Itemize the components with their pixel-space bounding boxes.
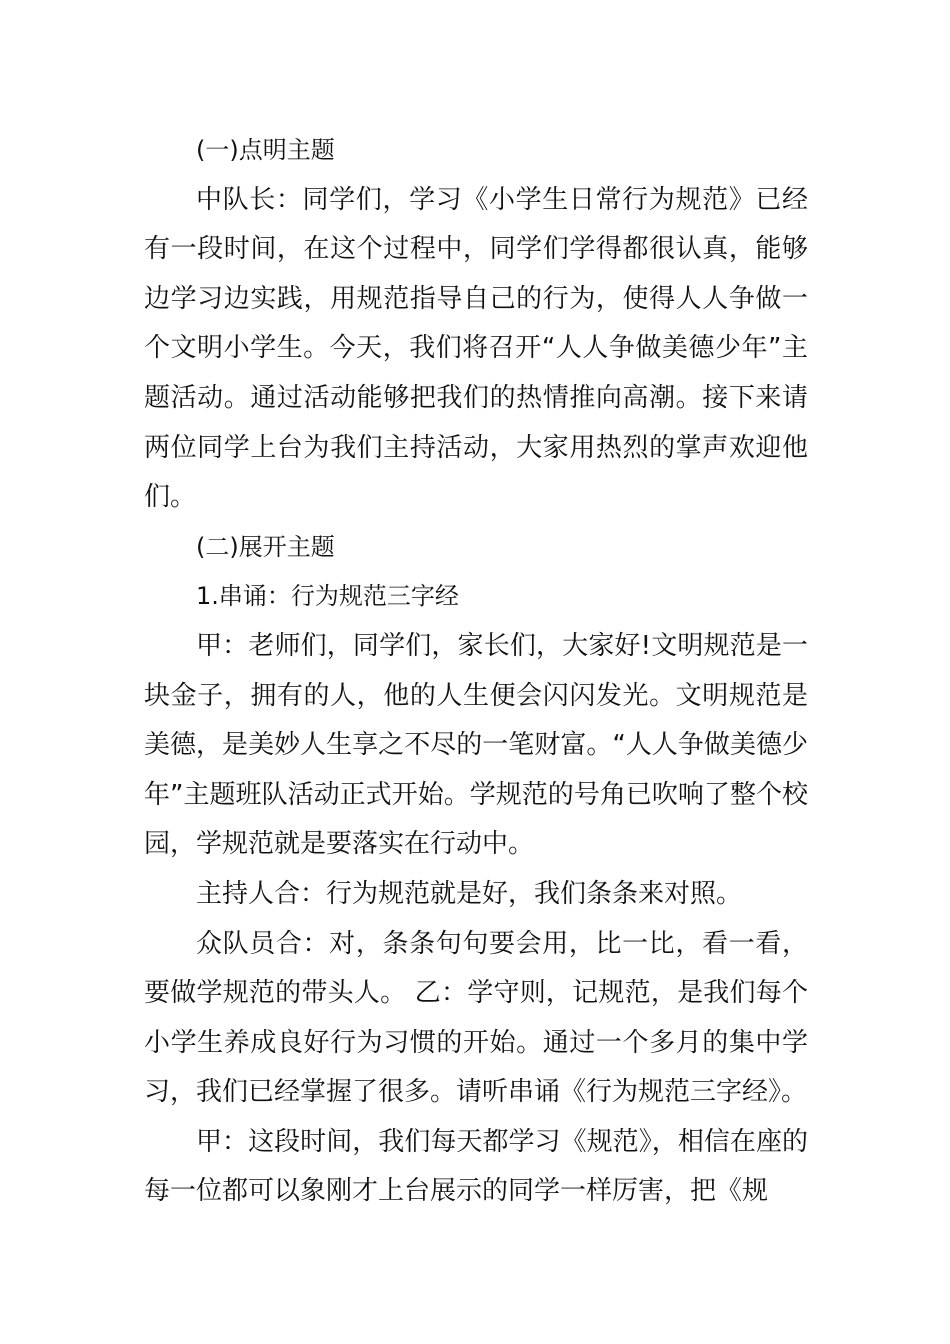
paragraph-hosts-together: 主持人合：行为规范就是好，我们条条来对照。 xyxy=(196,878,743,909)
section-heading-1: (一)点明主题 xyxy=(196,136,335,164)
paragraph-squadron-leader: 中队长：同学们，学习《小学生日常行为规范》已经有一段时间，在这个过程中，同学们学得都很认真，能够边学习边实践，用规范指导自己的行为，使得人人争做一个文明小学生。今天，我们将召开“人人争做美德少年”主题活动。通过活动能够把我们的热情推向高潮。接下来请两位同学上台为我们主持活动，大家用热烈的掌声欢迎他们。 xyxy=(144,184,808,513)
subsection-heading-recitation: 1.串诵：行为规范三字经 xyxy=(196,582,459,611)
document-body xyxy=(144,126,808,1217)
section-heading-2: (二)展开主题 xyxy=(196,532,335,561)
paragraph-host-a-opening: 甲：老师们，同学们，家长们，大家好!文明规范是一块金子，拥有的人，他的人生便会闪闪发光。文明规范是美德，是美妙人生享之不尽的一笔财富。“人人争做美德少年”主题班队活动正式开始。学规范的号角已吹响了整个校园，学规范就是要落实在行动中。 xyxy=(144,630,808,860)
paragraph-host-a-continued: 甲：这段时间，我们每天都学习《规范》，相信在座的每一位都可以象刚才上台展示的同学一样厉害，把《规 xyxy=(144,1126,808,1207)
paragraph-members-together: 众队员合：对，条条句句要会用，比一比，看一看，要做学规范的带头人。 乙：学守则，记规范，是我们每个小学生养成良好行为习惯的开始。通过一个多月的集中学习，我们已经掌握了很多。请听串诵《行为规范三字经》。 xyxy=(144,928,808,1108)
